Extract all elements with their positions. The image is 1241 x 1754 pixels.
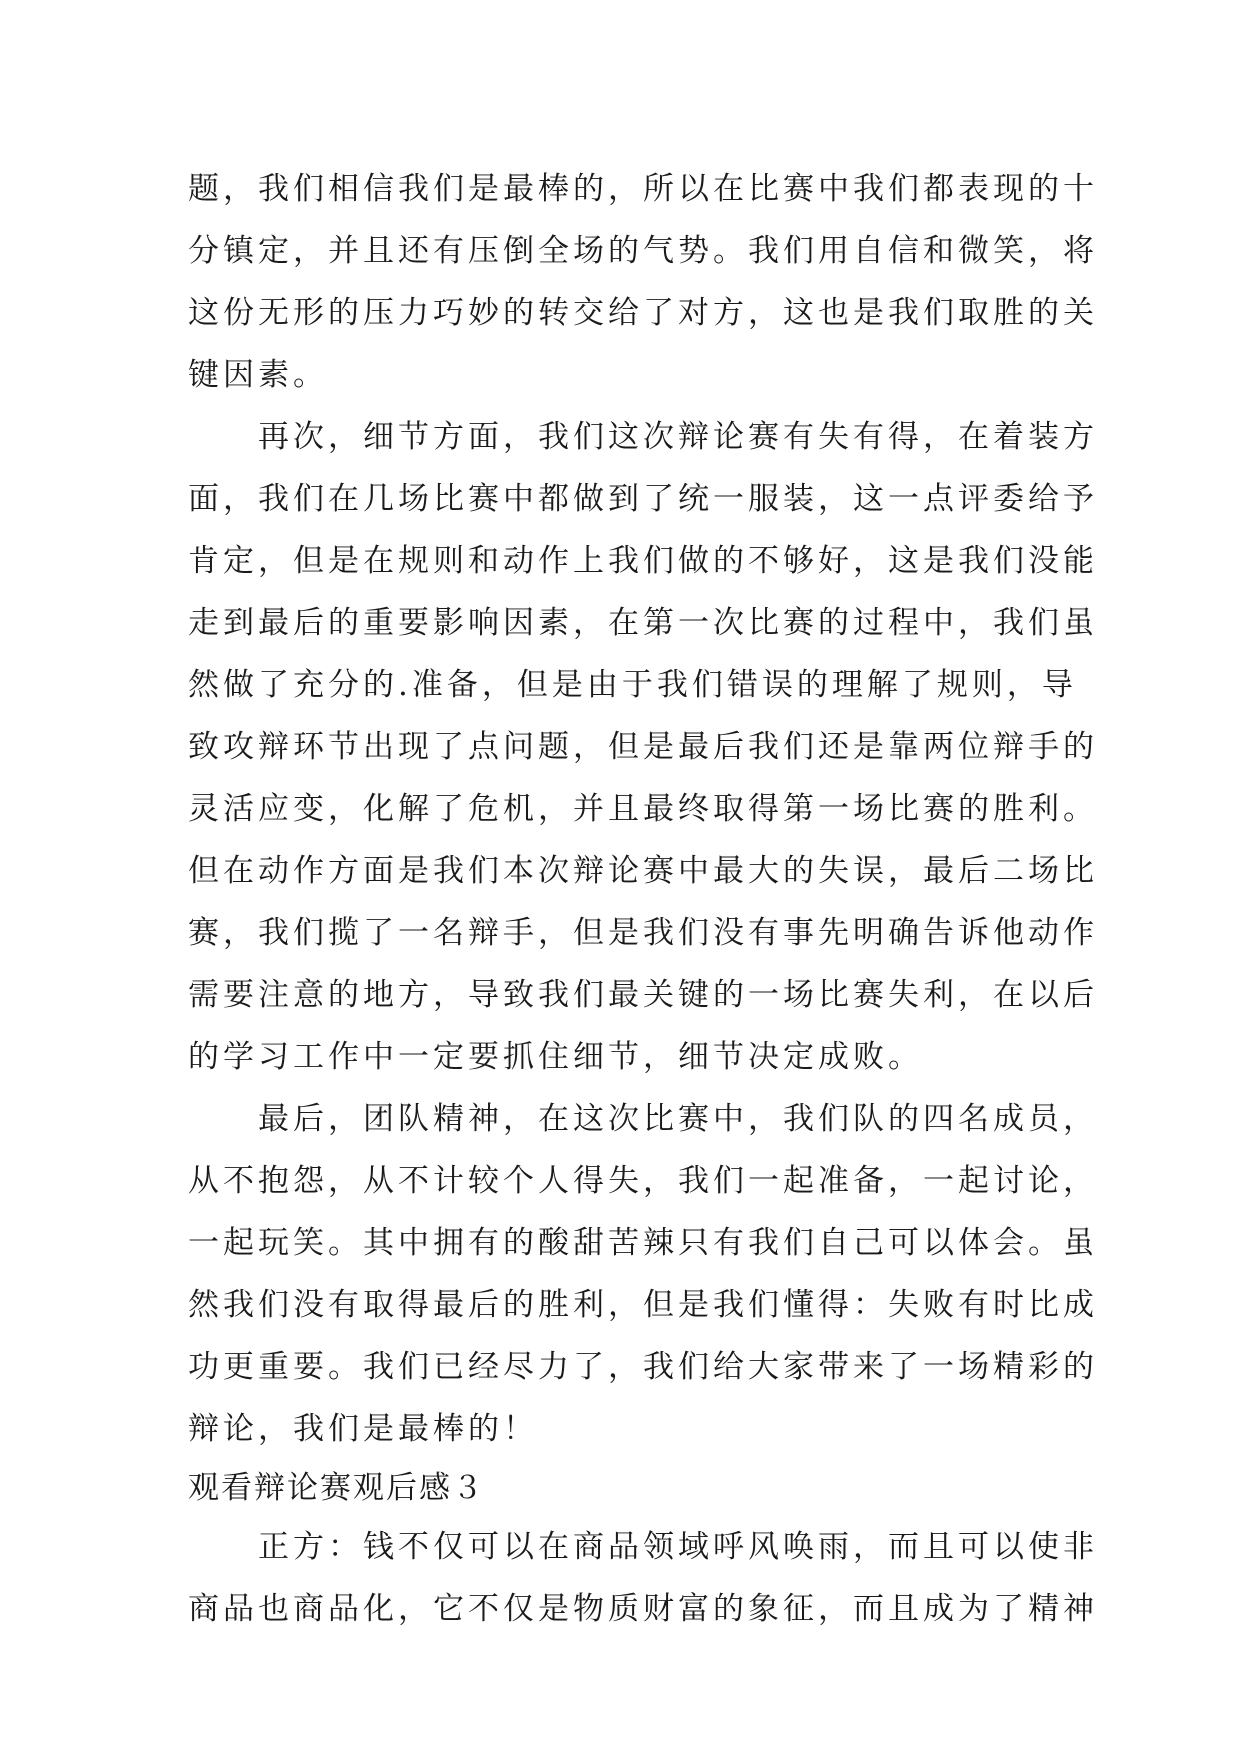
text-line: 键因素。 xyxy=(188,357,328,393)
text-line: 正方：钱不仅可以在商品领域呼风唤雨，而且可以使非 xyxy=(188,1529,1098,1565)
text-line: 肯定，但是在规则和动作上我们做的不够好，这是我们没能 xyxy=(188,543,1098,579)
text-line: 面，我们在几场比赛中都做到了统一服装，这一点评委给予 xyxy=(188,481,1098,517)
text-line: 需要注意的地方，导致我们最关键的一场比赛失利，在以后 xyxy=(188,977,1098,1013)
text-line: 这份无形的压力巧妙的转交给了对方，这也是我们取胜的关 xyxy=(188,295,1098,331)
text-line: 功更重要。我们已经尽力了，我们给大家带来了一场精彩的 xyxy=(188,1349,1098,1385)
body-text xyxy=(188,158,1098,1640)
text-line: 致攻辩环节出现了点问题，但是最后我们还是靠两位辩手的 xyxy=(188,729,1098,765)
text-line: 商品也商品化，它不仅是物质财富的象征，而且成为了精神 xyxy=(188,1591,1098,1627)
text-line: 但在动作方面是我们本次辩论赛中最大的失误，最后二场比 xyxy=(188,853,1098,889)
text-line: 然做了充分的.准备，但是由于我们错误的理解了规则，导 xyxy=(188,667,1077,703)
text-line: 最后，团队精神，在这次比赛中，我们队的四名成员， xyxy=(188,1101,1098,1137)
text-line: 辩论，我们是最棒的！ xyxy=(188,1411,538,1447)
text-line: 题，我们相信我们是最棒的，所以在比赛中我们都表现的十 xyxy=(188,171,1098,207)
section-heading: 观看辩论赛观后感３ xyxy=(188,1470,485,1506)
text-line: 灵活应变，化解了危机，并且最终取得第一场比赛的胜利。 xyxy=(188,791,1098,827)
text-line: 的学习工作中一定要抓住细节，细节决定成败。 xyxy=(188,1039,923,1075)
text-line: 一起玩笑。其中拥有的酸甜苦辣只有我们自己可以体会。虽 xyxy=(188,1225,1098,1261)
text-line: 从不抱怨，从不计较个人得失，我们一起准备，一起讨论， xyxy=(188,1163,1098,1199)
text-line: 分镇定，并且还有压倒全场的气势。我们用自信和微笑，将 xyxy=(188,233,1098,269)
text-line: 然我们没有取得最后的胜利，但是我们懂得：失败有时比成 xyxy=(188,1287,1098,1323)
text-line: 再次，细节方面，我们这次辩论赛有失有得，在着装方 xyxy=(188,419,1098,455)
text-line: 走到最后的重要影响因素，在第一次比赛的过程中，我们虽 xyxy=(188,605,1098,641)
text-line: 赛，我们揽了一名辩手，但是我们没有事先明确告诉他动作 xyxy=(188,915,1098,951)
